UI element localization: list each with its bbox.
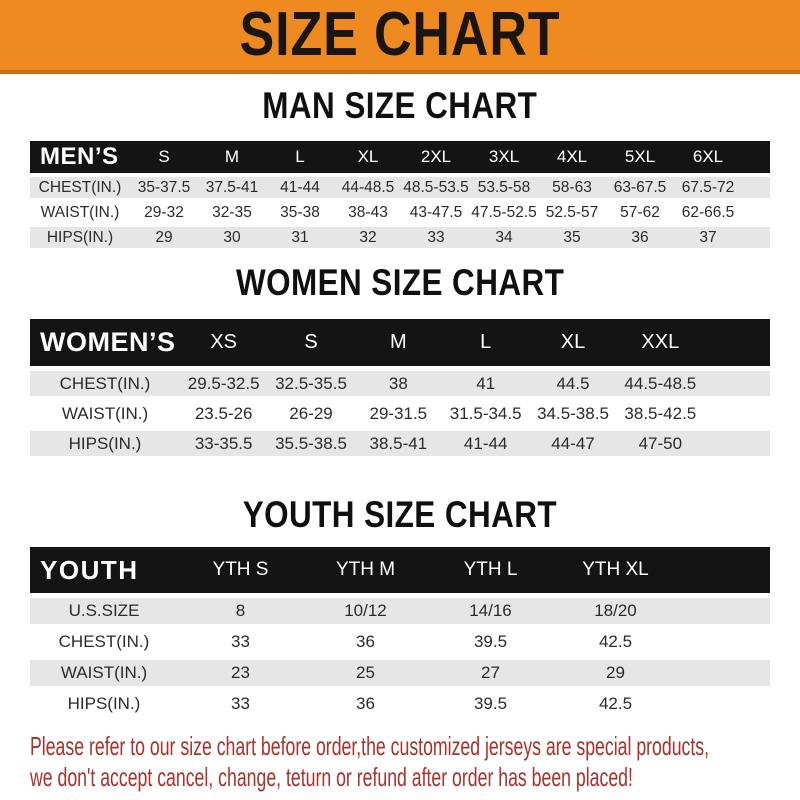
womens-header-label: WOMEN’S [40,327,176,357]
mens-row-hips-in [30,227,770,248]
banner-title: SIZE CHART [239,0,561,69]
mens-header-row [30,141,770,173]
cell-value: 32-35 [212,203,252,221]
disclaimer-line-1: Please refer to our size chart before order,the customized jerseys are special products, [30,731,710,761]
cell-value: 41-44 [280,178,320,196]
row-label: CHEST(IN.) [38,178,122,196]
cell-value: 44.5-48.5 [624,373,697,393]
cell-value: 38 [388,373,408,393]
cell-value: 33 [427,228,445,246]
youth-col-yth-m: YTH M [335,559,396,580]
cell-value: 42.5 [598,632,633,651]
cell-value: 38-43 [348,203,388,221]
cell-value: 36 [631,228,649,246]
cell-value: 62-66.5 [681,203,735,221]
mens-size-table [30,141,770,248]
mens-col-xl: XL [357,147,379,166]
cell-value: 41-44 [463,433,508,453]
womens-col-xs: XS [210,331,237,353]
mens-col-l: L [295,147,305,166]
cell-value: 18/20 [594,601,637,620]
cell-value: 43-47.5 [409,203,463,221]
cell-value: 8 [235,601,246,620]
cell-value: 29-32 [144,203,184,221]
row-label: U.S.SIZE [68,601,140,620]
cell-value: 34 [495,228,513,246]
youth-row-hips-in [30,691,770,717]
heading-text: YOUTH SIZE CHART [242,494,558,535]
womens-col-l: L [480,331,492,353]
cell-value: 38.5-42.5 [624,403,697,423]
cell-value: 35 [563,228,581,246]
row-label: HIPS(IN.) [68,433,142,453]
cell-value: 32.5-35.5 [275,373,347,393]
cell-value: 32 [359,228,377,246]
cell-value: 37.5-41 [205,178,259,196]
mens-col-5xl: 5XL [624,147,656,166]
mens-col-s: S [158,147,170,166]
mens-row-waist-in [30,202,770,223]
row-label: CHEST(IN.) [59,373,151,393]
cell-value: 31.5-34.5 [449,403,522,423]
cell-value: 38.5-41 [369,433,428,453]
youth-header-row [30,547,770,593]
cell-value: 23.5-26 [194,403,253,423]
womens-col-xxl: XXL [641,331,680,353]
cell-value: 29.5-32.5 [187,373,260,393]
cell-value: 10/12 [344,601,387,620]
cell-value: 44-48.5 [341,178,395,196]
man-section-heading [0,87,800,124]
cell-value: 27 [481,663,500,682]
mens-col-4xl: 4XL [556,147,588,166]
cell-value: 25 [356,663,375,682]
cell-value: 67.5-72 [681,178,735,196]
womens-row-chest-in [30,371,770,396]
womens-col-s: S [304,331,318,353]
cell-value: 30 [223,228,241,246]
disclaimer-note [30,731,800,793]
mens-col-3xl: 3XL [488,147,520,166]
row-label: HIPS(IN.) [46,228,114,246]
cell-value: 33 [231,632,250,651]
womens-row-waist-in [30,401,770,426]
mens-col-m: M [224,147,240,166]
women-section-heading [0,264,800,301]
youth-row-chest-in [30,629,770,655]
womens-size-table [30,319,770,456]
cell-value: 33-35.5 [194,433,253,453]
youth-header-label: YOUTH [40,554,139,585]
mens-row-chest-in [30,177,770,198]
cell-value: 41 [476,373,496,393]
cell-value: 31 [291,228,309,246]
row-label: WAIST(IN.) [60,663,148,682]
cell-value: 47.5-52.5 [471,203,537,221]
mens-header-label: MEN’S [40,143,119,170]
youth-row-waist-in [30,660,770,686]
youth-section-heading [0,496,800,533]
size-chart-banner [0,0,800,74]
youth-col-yth-l: YTH L [463,559,518,580]
cell-value: 35-37.5 [137,178,191,196]
youth-col-yth-s: YTH S [212,559,269,580]
cell-value: 42.5 [598,694,633,713]
youth-col-yth-xl: YTH XL [582,559,649,580]
cell-value: 23 [231,663,250,682]
cell-value: 39.5 [473,694,508,713]
heading-text: MAN SIZE CHART [262,85,538,126]
cell-value: 29 [606,663,625,682]
cell-value: 35-38 [280,203,320,221]
cell-value: 33 [231,694,250,713]
womens-row-hips-in [30,431,770,456]
cell-value: 36 [356,632,375,651]
youth-row-u-s-size [30,598,770,624]
cell-value: 58-63 [552,178,592,196]
cell-value: 63-67.5 [613,178,667,196]
cell-value: 48.5-53.5 [403,178,469,196]
cell-value: 37 [699,228,717,246]
row-label: CHEST(IN.) [58,632,150,651]
womens-col-m: M [389,331,407,353]
cell-value: 36 [356,694,375,713]
cell-value: 44.5 [556,373,590,393]
cell-value: 44-47 [551,433,595,453]
disclaimer-line-2: we don't accept cancel, change, teturn or refund after order has been placed! [30,762,633,792]
row-label: WAIST(IN.) [61,403,149,423]
cell-value: 29 [155,228,173,246]
row-label: HIPS(IN.) [67,694,141,713]
cell-value: 47-50 [638,433,683,453]
cell-value: 35.5-38.5 [275,433,347,453]
cell-value: 53.5-58 [477,178,531,196]
mens-col-6xl: 6XL [692,147,724,166]
womens-col-xl: XL [560,331,586,353]
womens-header-row [30,319,770,366]
cell-value: 14/16 [469,601,512,620]
cell-value: 52.5-57 [545,203,599,221]
mens-col-2xl: 2XL [420,147,452,166]
row-label: WAIST(IN.) [40,203,120,221]
heading-text: WOMEN SIZE CHART [235,262,565,303]
youth-size-table [30,547,770,717]
cell-value: 39.5 [473,632,508,651]
cell-value: 26-29 [289,403,333,423]
cell-value: 57-62 [620,203,660,221]
cell-value: 29-31.5 [369,403,428,423]
cell-value: 34.5-38.5 [537,403,609,423]
